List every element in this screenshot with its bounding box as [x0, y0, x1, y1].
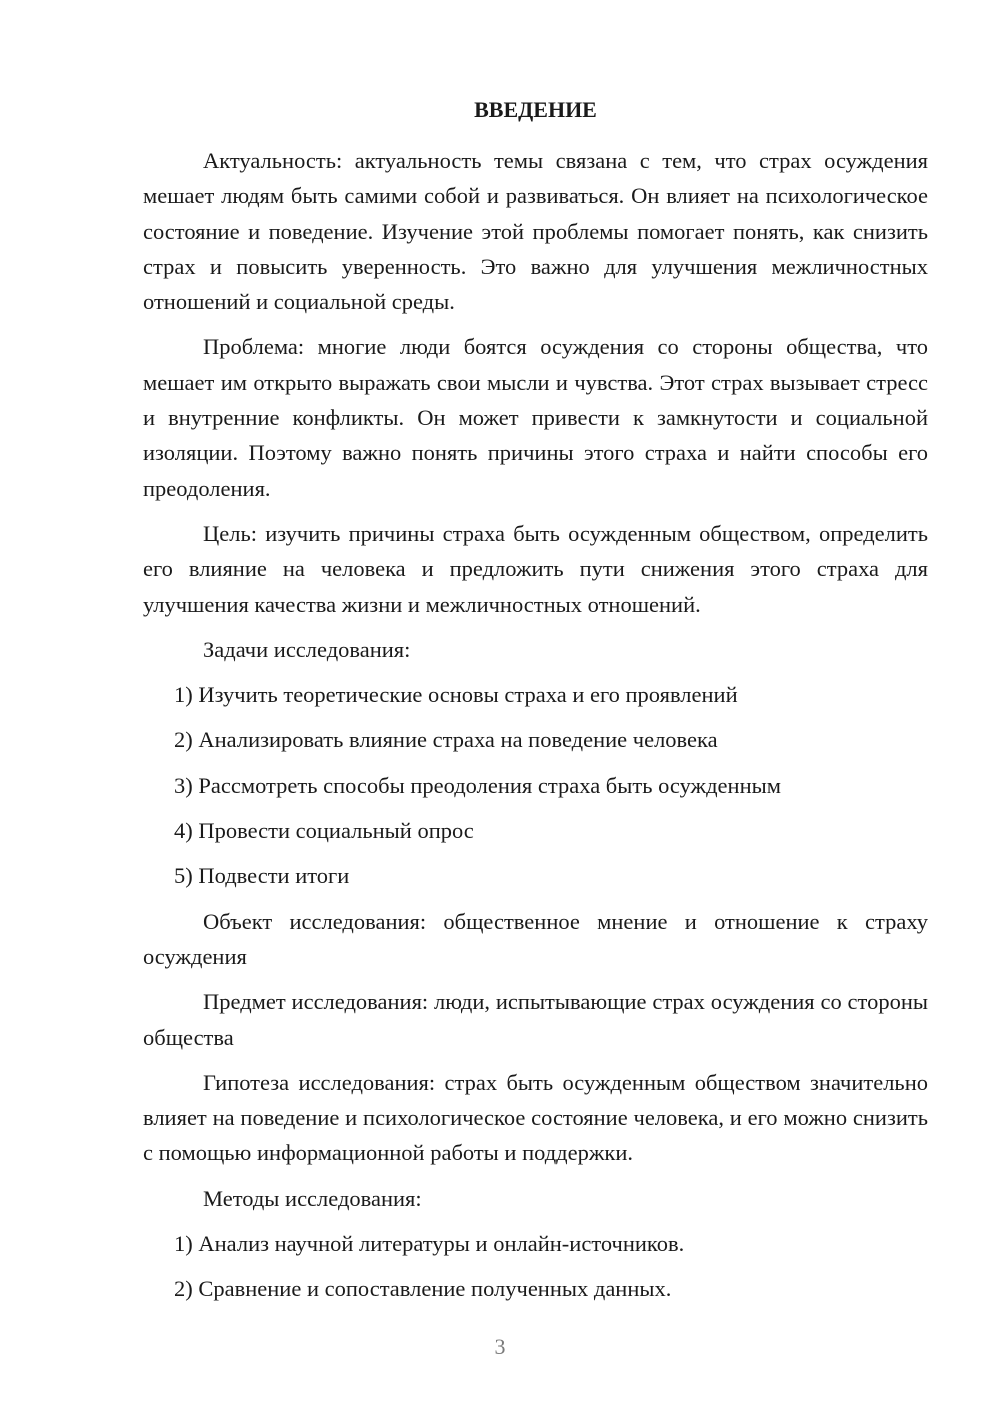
hypothesis-paragraph: Гипотеза исследования: страх быть осужденным обществом значительно влияет на поведение и психологическое состояние человека, и его можно снизить с помощью информационной работы и поддержки.: [143, 1069, 928, 1166]
methods-heading: Методы исследования:: [203, 1185, 422, 1211]
problem-paragraph: Проблема: многие люди боятся осуждения со стороны общества, что мешает им открыто выражать свои мысли и чувства. Этот страх вызывает стресс и внутренние конфликты. Он может привести к замкнутости и социальной изоляции. Поэтому важно понять причины этого страха и найти способы его преодоления.: [143, 334, 928, 501]
method-item: 2) Сравнение и сопоставление полученных данных.: [174, 1276, 672, 1302]
tasks-heading: Задачи исследования:: [203, 636, 411, 662]
object-paragraph: Объект исследования: общественное мнение и отношение к страху осуждения: [143, 908, 928, 969]
task-item: 1) Изучить теоретические основы страха и его проявлений: [174, 682, 738, 708]
task-item: 3) Рассмотреть способы преодоления страха быть осужденным: [174, 772, 781, 798]
method-item: 1) Анализ научной литературы и онлайн-источников.: [174, 1231, 685, 1257]
task-item: 5) Подвести итоги: [174, 863, 350, 889]
relevance-paragraph: Актуальность: актуальность темы связана с тем, что страх осуждения мешает людям быть самими собой и развиваться. Он влияет на психологическое состояние и поведение. Изучение этой проблемы помогает понять, как снизить страх и повысить уверенность. Это важно для улучшения межличностных отношений и социальной среды.: [143, 148, 928, 315]
document-page: [143, 92, 928, 1317]
page-title: ВВЕДЕНИЕ: [474, 97, 597, 122]
task-item: 4) Провести социальный опрос: [174, 818, 474, 844]
page-number: 3: [494, 1334, 506, 1359]
goal-paragraph: Цель: изучить причины страха быть осужденным обществом, определить его влияние на человека и предложить пути снижения этого страха для улучшения качества жизни и межличностных отношений.: [143, 520, 928, 617]
task-item: 2) Анализировать влияние страха на поведение человека: [174, 727, 718, 753]
subject-paragraph: Предмет исследования: люди, испытывающие страх осуждения со стороны общества: [143, 989, 928, 1050]
